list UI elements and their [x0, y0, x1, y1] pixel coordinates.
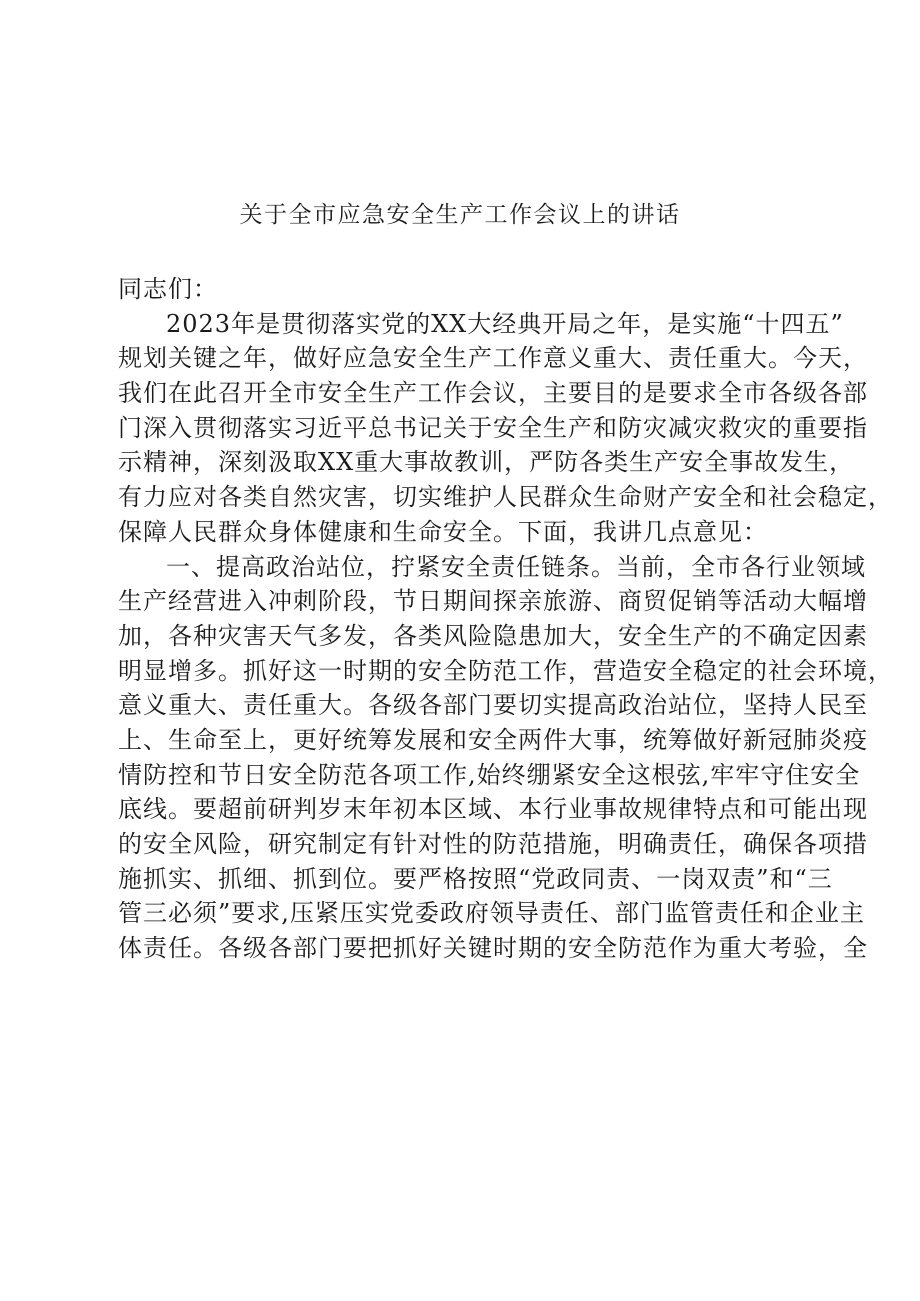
paragraph-line: 一、提高政治站位，拧紧安全责任链条。当前，全市各行业领域	[166, 552, 866, 581]
paragraph-line: 示精神，深刻汲取XX重大事故教训，严防各类生产安全事故发生，	[118, 448, 855, 477]
paragraph-line: 2023年是贯彻落实党的XX大经典开局之年，是实施“十四五”	[166, 309, 844, 338]
paragraph-line: 体责任。各级各部门要把抓好关键时期的安全防范作为重大考验，全	[118, 934, 868, 963]
paragraph-line: 加，各种灾害天气多发，各类风险隐患加大，安全生产的不确定因素	[118, 621, 868, 650]
paragraph-intro	[118, 307, 893, 550]
paragraph-line: 有力应对各类自然灾害，切实维护人民群众生命财产安全和社会稳定，	[118, 483, 893, 512]
paragraph-line: 管三必须”要求,压紧压实党委政府领导责任、部门监管责任和企业主	[118, 899, 865, 928]
paragraph-line: 规划关键之年，做好应急安全生产工作意义重大、责任重大。今天，	[118, 344, 868, 373]
paragraph-line: 门深入贯彻落实习近平总书记关于安全生产和防灾减灾救灾的重要指	[118, 413, 868, 442]
salutation: 同志们：	[118, 275, 218, 303]
paragraph-line: 生产经营进入冲刺阶段，节日期间探亲旅游、商贸促销等活动大幅增	[118, 587, 868, 616]
document-body	[118, 272, 893, 966]
paragraph-line: 的安全风险，研究制定有针对性的防范措施，明确责任，确保各项措	[118, 830, 868, 858]
document-title: 关于全市应急安全生产工作会议上的讲话	[239, 202, 681, 228]
paragraph-line: 明显增多。抓好这一时期的安全防范工作，营造安全稳定的社会环境，	[118, 656, 893, 685]
paragraph-line: 保障人民群众身体健康和生命安全。下面，我讲几点意见：	[118, 517, 768, 546]
paragraph-section-one	[118, 550, 893, 966]
paragraph-line: 意义重大、责任重大。各级各部门要切实提高政治站位，坚持人民至	[118, 691, 868, 720]
paragraph-line: 上、生命至上，更好统筹发展和安全两件大事，统筹做好新冠肺炎疫	[118, 725, 868, 754]
paragraph-line: 底线。要超前研判岁末年初本区域、本行业事故规律特点和可能出现	[118, 795, 868, 824]
paragraph-line: 我们在此召开全市安全生产工作会议，主要目的是要求全市各级各部	[118, 379, 868, 408]
paragraph-line: 施抓实、抓细、抓到位。要严格按照“党政同责、一岗双责”和“三	[118, 864, 833, 893]
paragraph-line: 情防控和节日安全防范各项工作,始终绷紧安全这根弦,牢牢守住安全	[118, 760, 861, 789]
